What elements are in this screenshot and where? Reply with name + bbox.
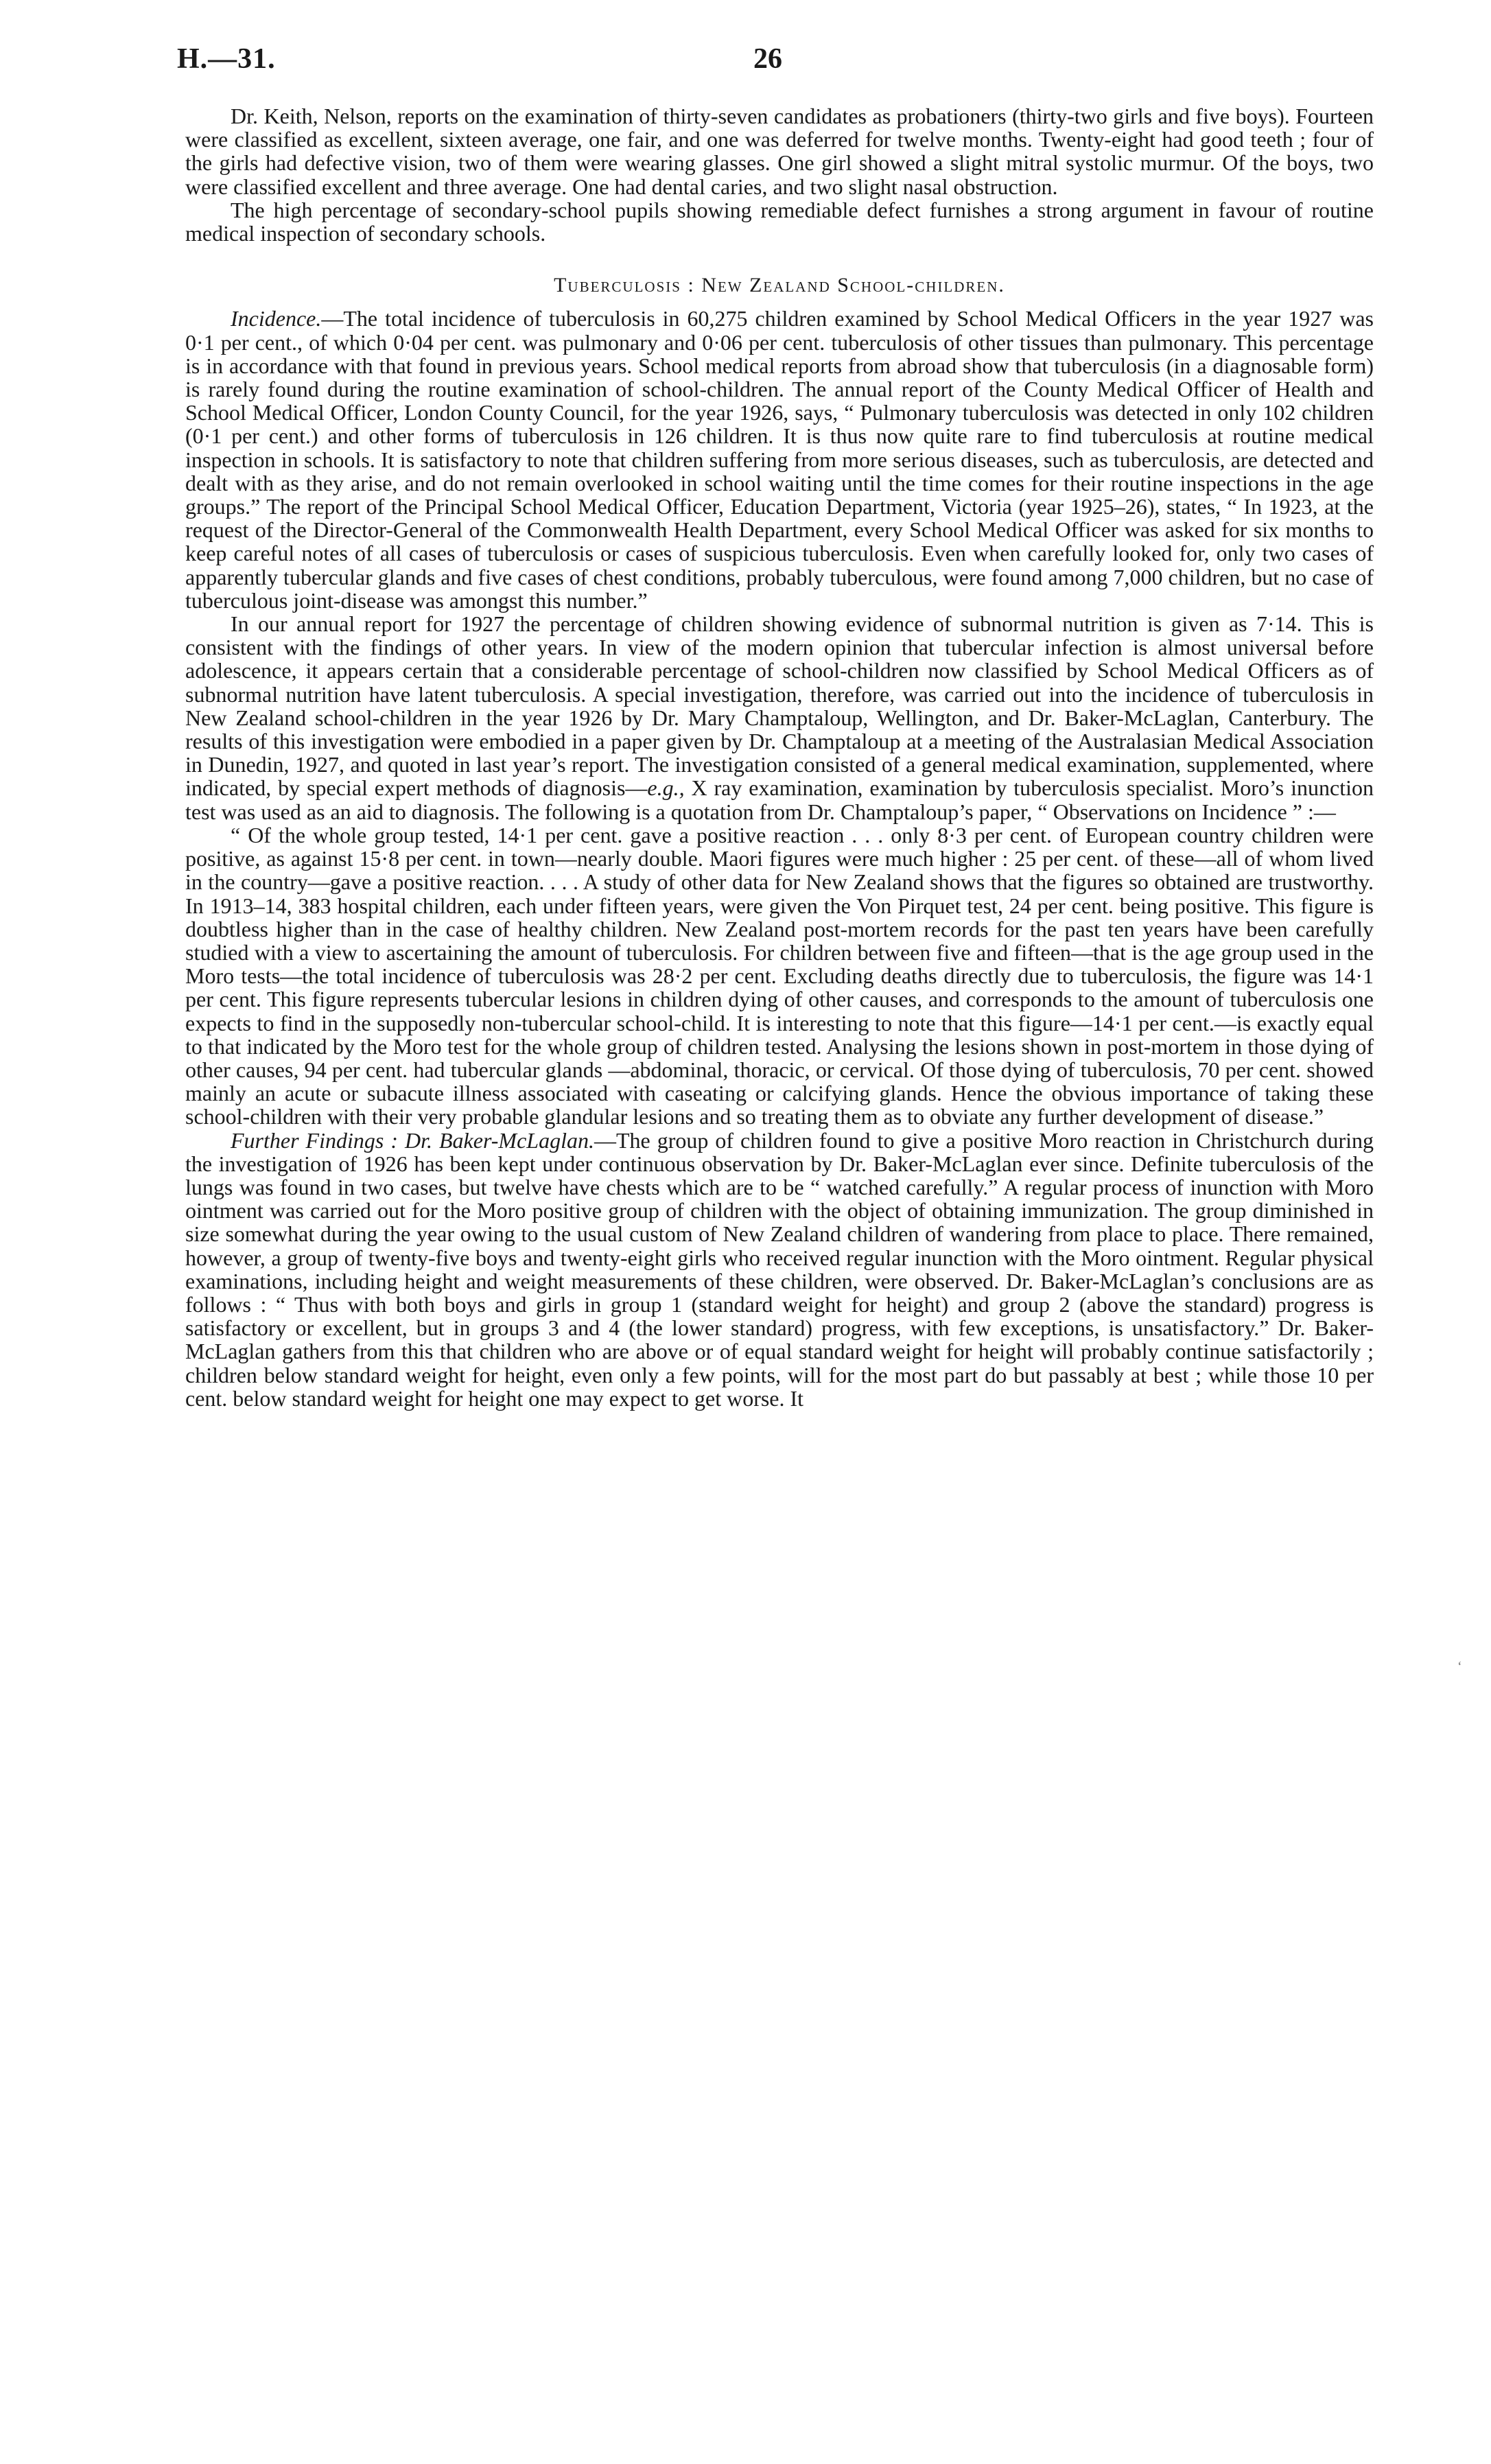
paragraph-incidence <box>185 307 1374 612</box>
paragraph-secondary-schools: The high percentage of secondary-school pupils showing remediable defect furnishes a strong argument in favour of routine medical inspection of secondary schools. <box>185 197 1374 246</box>
paragraph-annual-report-part2: X ray examination, examination by tuberculosis specialist. Moro’s inunction test was used as an aid to diagnosis. The following is a quotation from Dr. Champtaloup’s paper, “ Observations on Incidence ” :— <box>185 775 1374 824</box>
paragraph-annual-report-eg: e.g., <box>647 775 685 801</box>
paragraph-further-findings-lead: Further Findings : Dr. Baker-McLaglan. <box>231 1127 594 1153</box>
paragraph-annual-report <box>185 612 1374 823</box>
paragraph-annual-report-part1: In our annual report for 1927 the percentage of children showing evidence of subnormal nutrition is given as 7·14. This is consistent with the findings of other years. In view of the modern opinion that tubercular infection is almost universal before adolescence, it appears certain that a considerable percentage of school-children now classified by School Medical Officers as of subnormal nutrition have latent tuberculosis. A special investigation, therefore, was carried out into the incidence of tuberculosis in New Zealand school-children in the year 1926 by Dr. Mary Champtaloup, Wellington, and Dr. Baker-McLaglan, Canterbury. The results of this investigation were embodied in a paper given by Dr. Champtaloup at a meeting of the Australasian Medical Association in Dunedin, 1927, and quoted in last year’s report. The investigation consisted of a general medical examination, supplemented, where indicated, by special expert methods of diagnosis— <box>185 611 1374 801</box>
document-reference: H.—31. <box>177 43 276 75</box>
page-number: 26 <box>753 43 782 75</box>
body-text <box>185 104 1374 1410</box>
paragraph-keith-report: Dr. Keith, Nelson, reports on the examination of thirty-seven candidates as probationers (thirty-two girls and five boys). Fourteen were classified as excellent, sixteen average, one fair, and one was deferred for twelve months. Twenty-eight had good teeth ; four of the girls had defective vision, two of them were wearing glasses. One girl showed a slight mitral systolic murmur. Of the boys, two were classified excellent and three average. One had dental caries, and two slight nasal obstruction. <box>185 104 1374 199</box>
paragraph-quotation: “ Of the whole group tested, 14·1 per cent. gave a positive reaction . . . only 8·3 per cent. of European country children were positive, as against 15·8 per cent. in town—nearly double. Maori figures were much higher : 25 per cent. of these—all of whom lived in the country—gave a positive reaction. . . . A study of other data for New Zealand shows that the figures so obtained are trustworthy. In 1913–14, 383 hospital children, each under fifteen years, were given the Von Pirquet test, 24 per cent. being positive. This figure is doubtless higher than in the case of healthy children. New Zealand post-mortem records for the past ten years have been carefully studied with a view to ascertaining the amount of tuberculosis. For children between five and fifteen—that is the age group used in the Moro tests—the total incidence of tuberculosis was 28·2 per cent. Excluding deaths directly due to tuberculosis, the figure was 14·1 per cent. This figure represents tubercular lesions in children dying of other causes, and corresponds to the amount of tuberculosis one expects to find in the supposedly non-tubercular school-child. It is interesting to note that this figure—14·1 per cent.—is exactly equal to that indicated by the Moro test for the whole group of children tested. Analysing the lesions shown in post-mortem in those dying of other causes, 94 per cent. had tubercular glands —abdominal, thoracic, or cervical. Of those dying of tuberculosis, 70 per cent. showed mainly an acute or subacute illness associated with caseating or calcifying glands. Hence the obvious importance of taking these school-children with their very probable glandular lesions and so treating them as to obviate any further development of disease.” <box>185 822 1374 1129</box>
section-heading-tuberculosis: Tuberculosis : New Zealand School-children. <box>554 274 1005 297</box>
paragraph-further-findings-text: —The group of children found to give a positive Moro reaction in Christchurch during the investigation of 1926 has been kept under continuous observation by Dr. Baker-McLaglan ever since. Definite tuberculosis of the lungs was found in two cases, but twelve have chests which are to be “ watched carefully.” A regular process of inunction with Moro ointment was carried out for the Moro positive group of children with the object of obtaining immunization. The group diminished in size somewhat during the year owing to the usual custom of New Zealand children of wandering from place to place. There remained, however, a group of twenty-five boys and twenty-eight girls who received regular inunction with the Moro ointment. Regular physical examinations, including height and weight measurements of these children, were observed. Dr. Baker-McLaglan’s conclusions are as follows : “ Thus with both boys and girls in group 1 (standard weight for height) and group 2 (above the standard) progress is satisfactory or excellent, but in groups 3 and 4 (the lower standard) progress, with few exceptions, is unsatisfactory.” Dr. Baker-McLaglan gathers from this that children who are above or of equal standard weight for height will probably continue satisfactorily ; children below standard weight for height, even only a few points, will for the most part do but passably at best ; while those 10 per cent. below standard weight for height one may expect to get worse. It <box>185 1127 1374 1411</box>
paragraph-incidence-text: —The total incidence of tuberculosis in 60,275 children examined by School Medical Officers in the year 1927 was 0·1 per cent., of which 0·04 per cent. was pulmonary and 0·06 per cent. tuberculosis of other tissues than pulmonary. This percentage is in accordance with that found in previous years. School medical reports from abroad show that tuberculosis (in a diagnosable form) is rarely found during the routine examination of school-children. The annual report of the County Medical Officer of Health and School Medical Officer, London County Council, for the year 1926, says, “ Pulmonary tuberculosis was detected in only 102 children (0·1 per cent.) and other forms of tuberculosis in 126 children. It is thus now quite rare to find tuberculosis at routine medical inspection in schools. It is satisfactory to note that children suffering from more serious diseases, such as tuberculosis, are detected and dealt with as they arise, and do not remain overlooked in school waiting until the time comes for their routine inspections in the age groups.” The report of the Principal School Medical Officer, Education Department, Victoria (year 1925–26), states, “ In 1923, at the request of the Director-General of the Commonwealth Health Department, every School Medical Officer was asked for six months to keep careful notes of all cases of tuberculosis or cases of suspicious tuberculosis. Even when carefully looked for, only two cases of apparently tubercular glands and five cases of chest conditions, probably tuberculous, were found among 7,000 children, but no case of tuberculous joint-disease was amongst this number.” <box>185 306 1374 613</box>
margin-mark: ‘ <box>1457 1659 1462 1674</box>
paragraph-further-findings <box>185 1129 1374 1410</box>
paragraph-incidence-lead: Incidence. <box>231 306 322 331</box>
